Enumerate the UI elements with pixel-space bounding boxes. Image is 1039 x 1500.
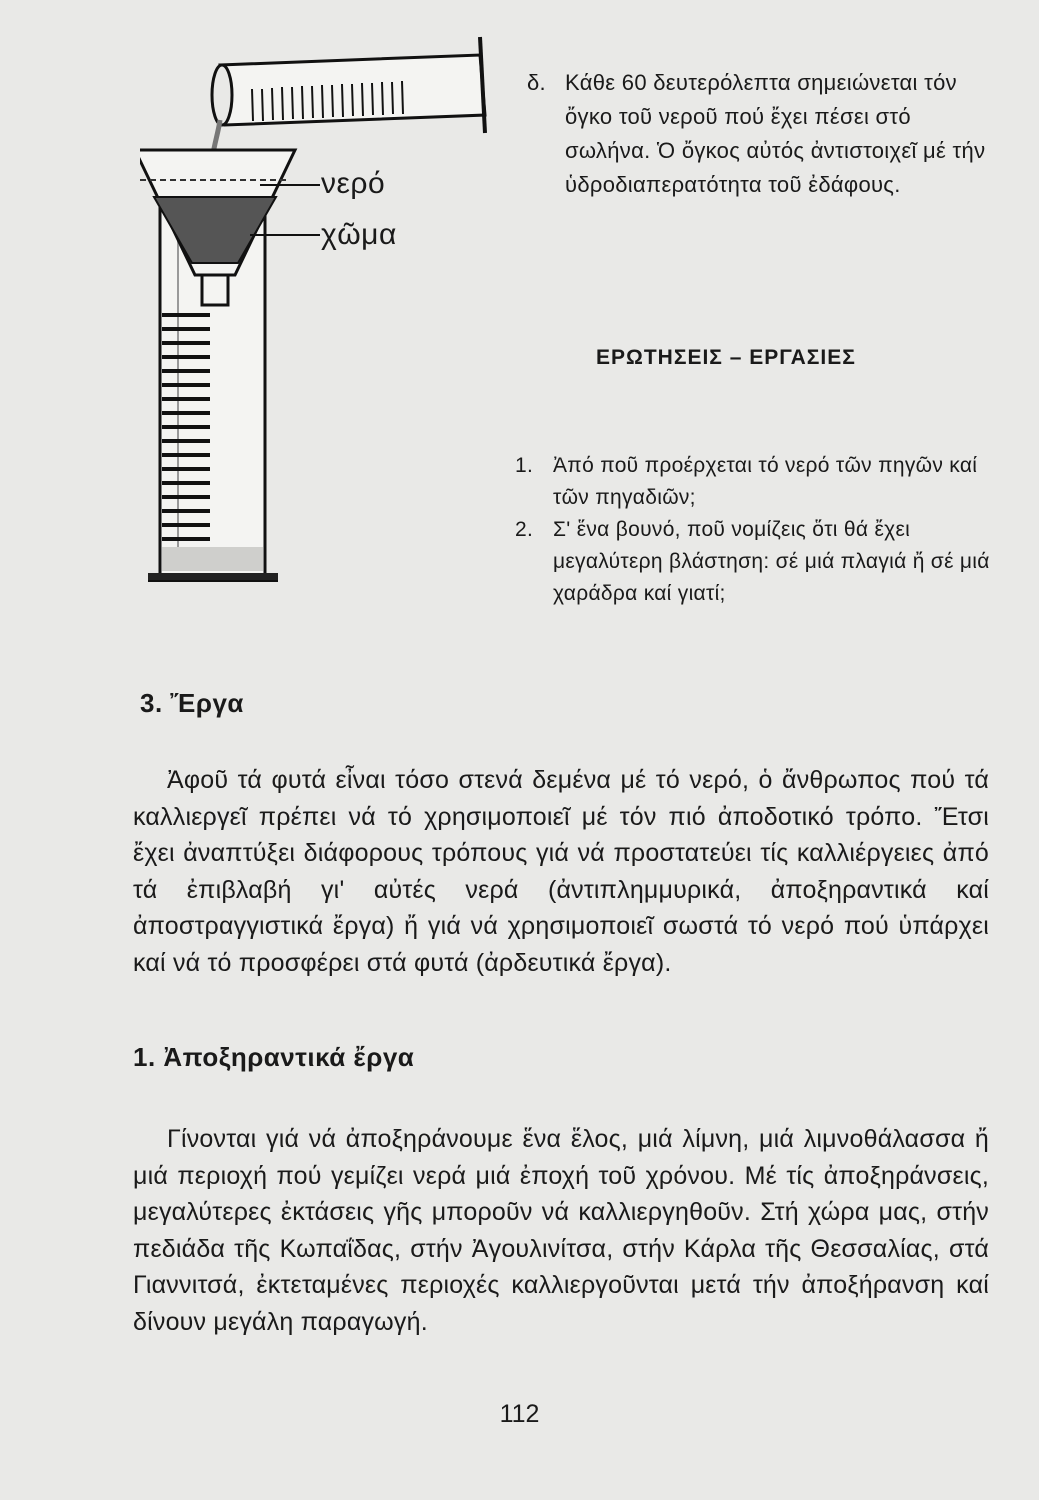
question-text: Ἀπό ποῦ προέρχεται τό νερό τῶν πηγῶν καί τῶν πηγαδιῶν;: [553, 454, 978, 509]
question-number: 2.: [515, 518, 534, 541]
section-works-text: Ἀφοῦ τά φυτά εἶναι τόσο στενά δεμένα μέ τό νερό, ὁ ἄνθρωπος πού τά καλλιεργεῖ πρέπει νά τό χρησιμοποιεῖ μέ τόν πιό ἀποδοτικό τρόπο. Ἔτσι ἔχει ἀναπτύξει διάφορους τρόπους γιά νά προστατεύει τίς καλλιέργειες ἀπό τά ἐπιβλαβή γι' αὐτές νερά (ἀντιπλημμυρικά, ἀποξηραντικά καί ἀποστραγγιστικά ἔργα) ἤ γιά νά χρησιμοποιεῖ σωστά τό νερό πού ὑπάρχει καί νά τό προσφέρει στά φυτά (ἀρδευτικά ἔργα).: [133, 766, 989, 977]
label-water: νερό: [321, 167, 386, 200]
page-number: 112: [499, 1400, 540, 1428]
intro-item-text: Κάθε 60 δευτερόλεπτα σημειώνεται τόν ὄγκο τοῦ νεροῦ πού ἔχει πέσει στό σωλήνα. Ὁ ὄγκος αὐτός ἀντιστοιχεῖ μέ τήν ὑδροδιαπερατότητα τοῦ ἐδάφους.: [565, 70, 986, 197]
intro-item: [527, 66, 997, 202]
section-drainage-text: Γίνονται γιά νά ἀποξηράνουμε ἕνα ἕλος, μιά λίμνη, μιά λιμνοθάλασσα ἤ μιά περιοχή πού γεμίζει νερά μιά ἐποχή τοῦ χρόνου. Μέ τίς ἀποξηράνσεις, μεγαλύτερες ἐκτάσεις γῆς μποροῦν νά καλλιεργηθοῦν. Στή χώρα μας, στήν πεδιάδα τῆς Κωπαΐδας, στήν Ἀγουλινίτσα, στήν Κάρλα τῆς Θεσσαλίας, στά Γιαννιτσά, ἐκτεταμένες περιοχές καλλιεργοῦνται μετά τήν ἀποξήρανση καί δίνουν μεγάλη παραγωγή.: [133, 1125, 989, 1336]
pouring-beaker: [212, 37, 485, 133]
question-item: [515, 514, 995, 610]
intro-item-paragraph: [527, 66, 997, 202]
cylinder-funnel-illustration: [140, 25, 520, 595]
section-drainage-heading: 1. Ἀποξηραντικά ἔργα: [133, 1042, 415, 1072]
question-text: Σ' ἕνα βουνό, ποῦ νομίζεις ὅτι θά ἔχει μεγαλύτερη βλάστηση: σέ μιά πλαγιά ἤ σέ μιά χαράδρα καί γιατί;: [553, 518, 990, 605]
permeability-experiment-figure: [140, 25, 520, 595]
label-soil: χῶμα: [321, 218, 397, 251]
section-works-heading: 3. Ἔργα: [140, 688, 244, 718]
question-item: [515, 450, 995, 514]
questions-title: ΕΡΩΤΗΣΕΙΣ – ΕΡΓΑΣΙΕΣ: [596, 346, 856, 369]
questions-list: [515, 450, 995, 610]
question-number: 1.: [515, 454, 534, 477]
intro-item-marker: δ.: [527, 70, 546, 95]
